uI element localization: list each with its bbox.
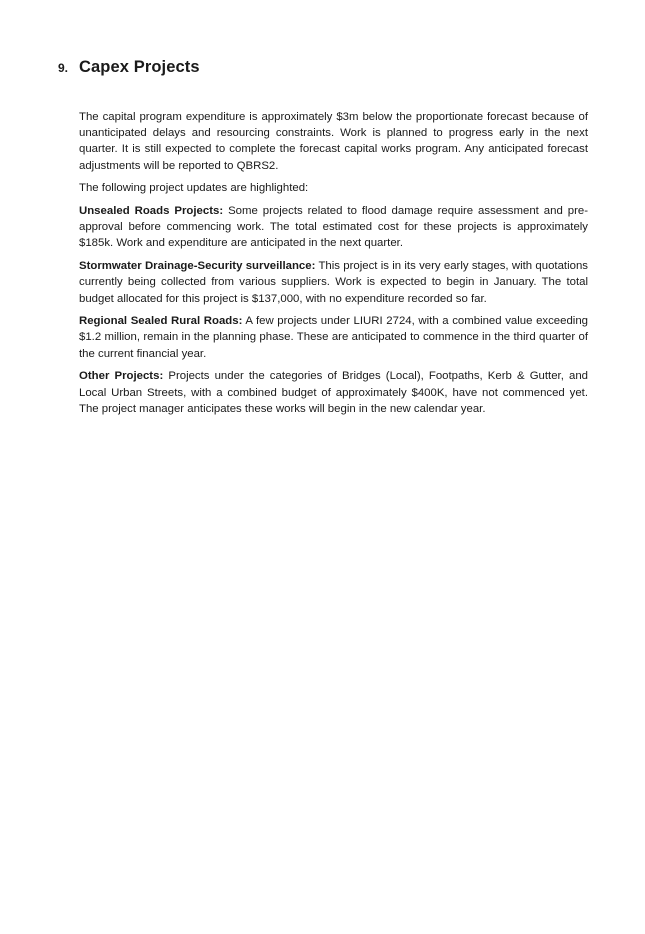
- intro-paragraph: The capital program expenditure is approximately $3m below the proportionate forecast because of unanticipated delays and resourcing constraints. Work is planned to progress early in the next quarter. It is still expected to complete the forecast capital works program. Any anticipated forecast adjustments will be reported to QBRS2.: [79, 111, 588, 172]
- project-text: Some projects related to flood damage require assessment and pre-approval before commencing work. The total estimated cost for these projects is approximately $185k. Work and expenditure are anticipated in the next quarter.: [79, 205, 588, 250]
- section-title: Capex Projects: [79, 58, 200, 76]
- project-heading: Other Projects:: [79, 370, 164, 383]
- section-number: 9.: [58, 61, 69, 75]
- project-text: This project is in its very early stages, with quotations currently being collected from various suppliers. Work is expected to begin in January. The total budget allocated for this project is $137,000, with no expenditure recorded so far.: [79, 260, 588, 305]
- project-regional-sealed-roads: [79, 313, 588, 362]
- project-text: A few projects under LIURI 2724, with a combined value exceeding $1.2 million, remain in the planning phase. These are anticipated to commence in the third quarter of the current financial year.: [79, 315, 588, 360]
- project-other: [79, 368, 588, 417]
- section-heading: [58, 58, 200, 77]
- section-body: [79, 109, 588, 423]
- project-text: Projects under the categories of Bridges (Local), Footpaths, Kerb & Gutter, and Local Urban Streets, with a combined budget of approximately $400K, have not commenced yet. The project manager anticipates these works will begin in the new calendar year.: [79, 370, 588, 415]
- project-heading: Regional Sealed Rural Roads:: [79, 315, 243, 328]
- project-unsealed-roads: [79, 203, 588, 252]
- project-stormwater-drainage: [79, 258, 588, 307]
- project-heading: Stormwater Drainage-Security surveillance:: [79, 260, 316, 273]
- highlight-intro: The following project updates are highlighted:: [79, 182, 309, 195]
- project-heading: Unsealed Roads Projects:: [79, 205, 224, 218]
